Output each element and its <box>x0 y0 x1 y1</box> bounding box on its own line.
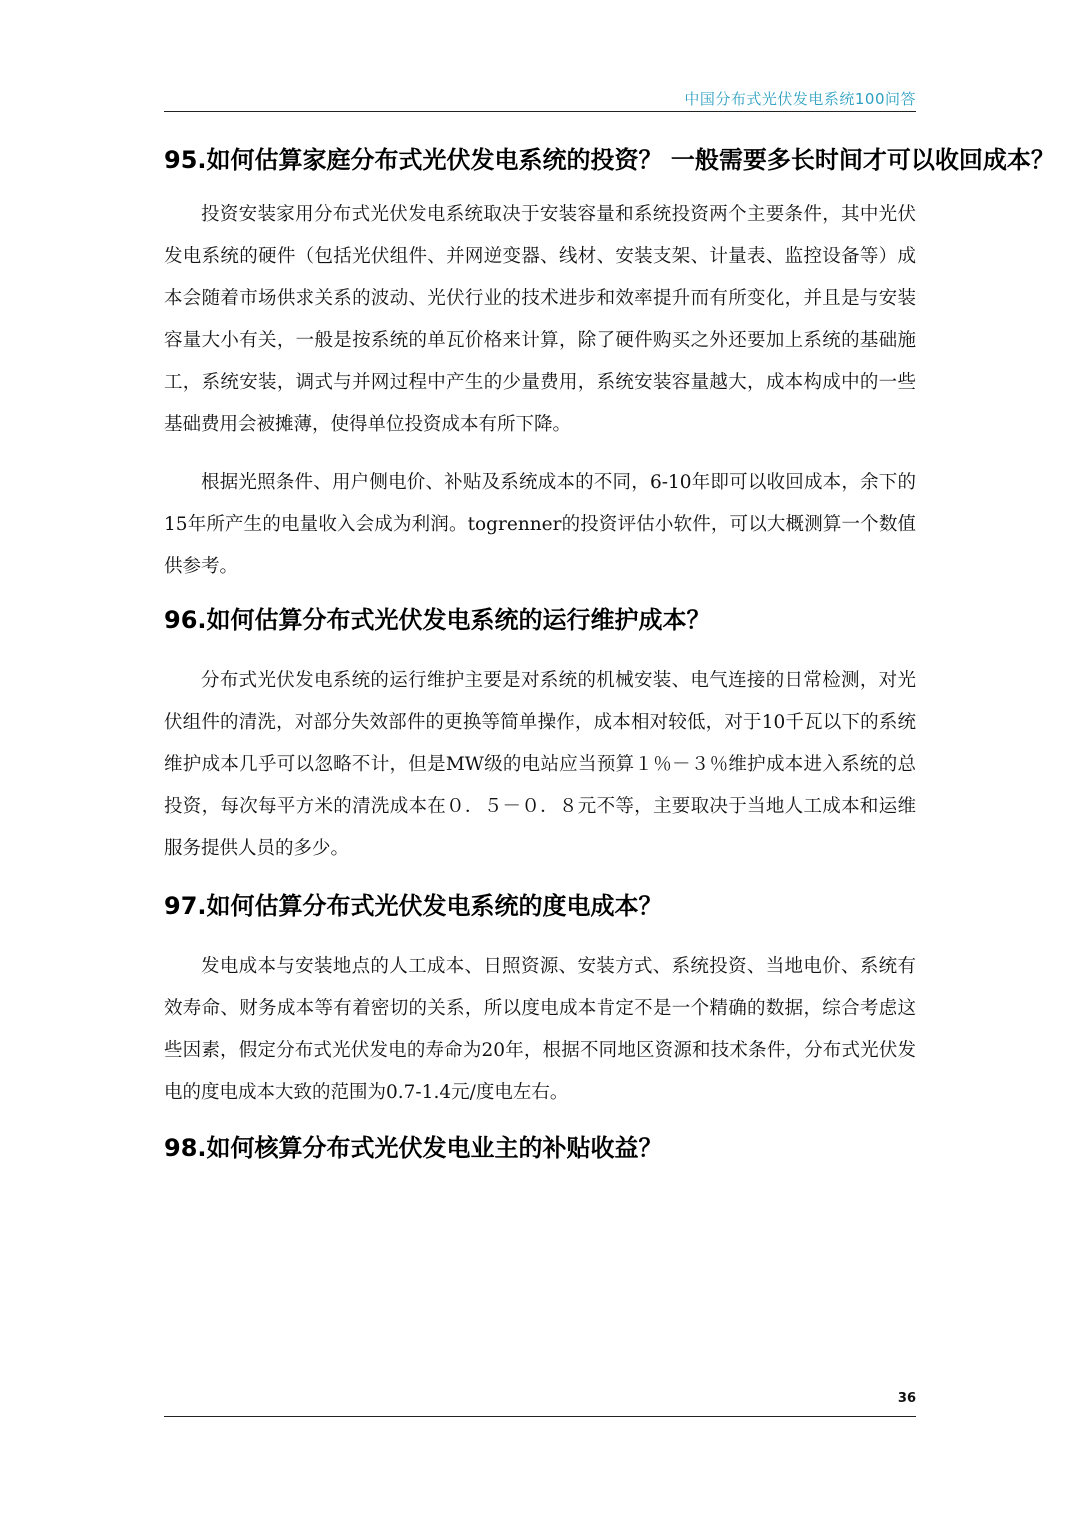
running-header-title: 中国分布式光伏发电系统100问答 <box>684 90 916 108</box>
section-97-paragraph-1: 发电成本与安装地点的人工成本、日照资源、安装方式、系统投资、当地电价、系统有效寿命、财务成本等有着密切的关系，所以度电成本肯定不是一个精确的数据，综合考虑这些因素，假定分布式光伏发电的寿命为20年，根据不同地区资源和技术条件，分布式光伏发电的度电成本大致的范围为0.7-1.4元/度电左右。 <box>164 956 916 1103</box>
section-95-paragraph-1: 投资安装家用分布式光伏发电系统取决于安装容量和系统投资两个主要条件，其中光伏发电系统的硬件（包括光伏组件、并网逆变器、线材、安装支架、计量表、监控设备等）成本会随着市场供求关系的波动、光伏行业的技术进步和效率提升而有所变化，并且是与安装容量大小有关，一般是按系统的单瓦价格来计算，除了硬件购买之外还要加上系统的基础施工，系统安装，调式与并网过程中产生的少量费用，系统安装容量越大，成本构成中的一些基础费用会被摊薄，使得单位投资成本有所下降。 <box>164 204 916 435</box>
section-heading-97: 97.如何估算分布式光伏发电系统的度电成本？ <box>164 892 663 920</box>
footer-divider <box>164 1416 916 1417</box>
section-heading-95-text: 95.如何估算家庭分布式光伏发电系统的投资？ 一般需要多长时间才可以收回成本？ <box>164 146 1055 174</box>
section-heading-98: 98.如何核算分布式光伏发电业主的补贴收益？ <box>164 1134 663 1162</box>
section-heading-95 <box>164 132 1055 188</box>
page-number: 36 <box>897 1391 916 1406</box>
section-95-paragraph-2: 根据光照条件、用户侧电价、补贴及系统成本的不同，6-10年即可以收回成本，余下的15年所产生的电量收入会成为利润。togrenner的投资评估小软件，可以大概测算一个数值供参考。 <box>164 472 916 577</box>
section-heading-96: 96.如何估算分布式光伏发电系统的运行维护成本？ <box>164 606 711 634</box>
page-content <box>164 130 1055 1168</box>
header-divider <box>164 111 916 112</box>
section-96-paragraph-1: 分布式光伏发电系统的运行维护主要是对系统的机械安装、电气连接的日常检测，对光伏组件的清洗，对部分失效部件的更换等简单操作，成本相对较低，对于10千瓦以下的系统维护成本几乎可以忽略不计，但是MW级的电站应当预算１％－３％维护成本进入系统的总投资，每次每平方米的清洗成本在０．５－０．８元不等，主要取决于当地人工成本和运维服务提供人员的多少。 <box>164 670 916 859</box>
